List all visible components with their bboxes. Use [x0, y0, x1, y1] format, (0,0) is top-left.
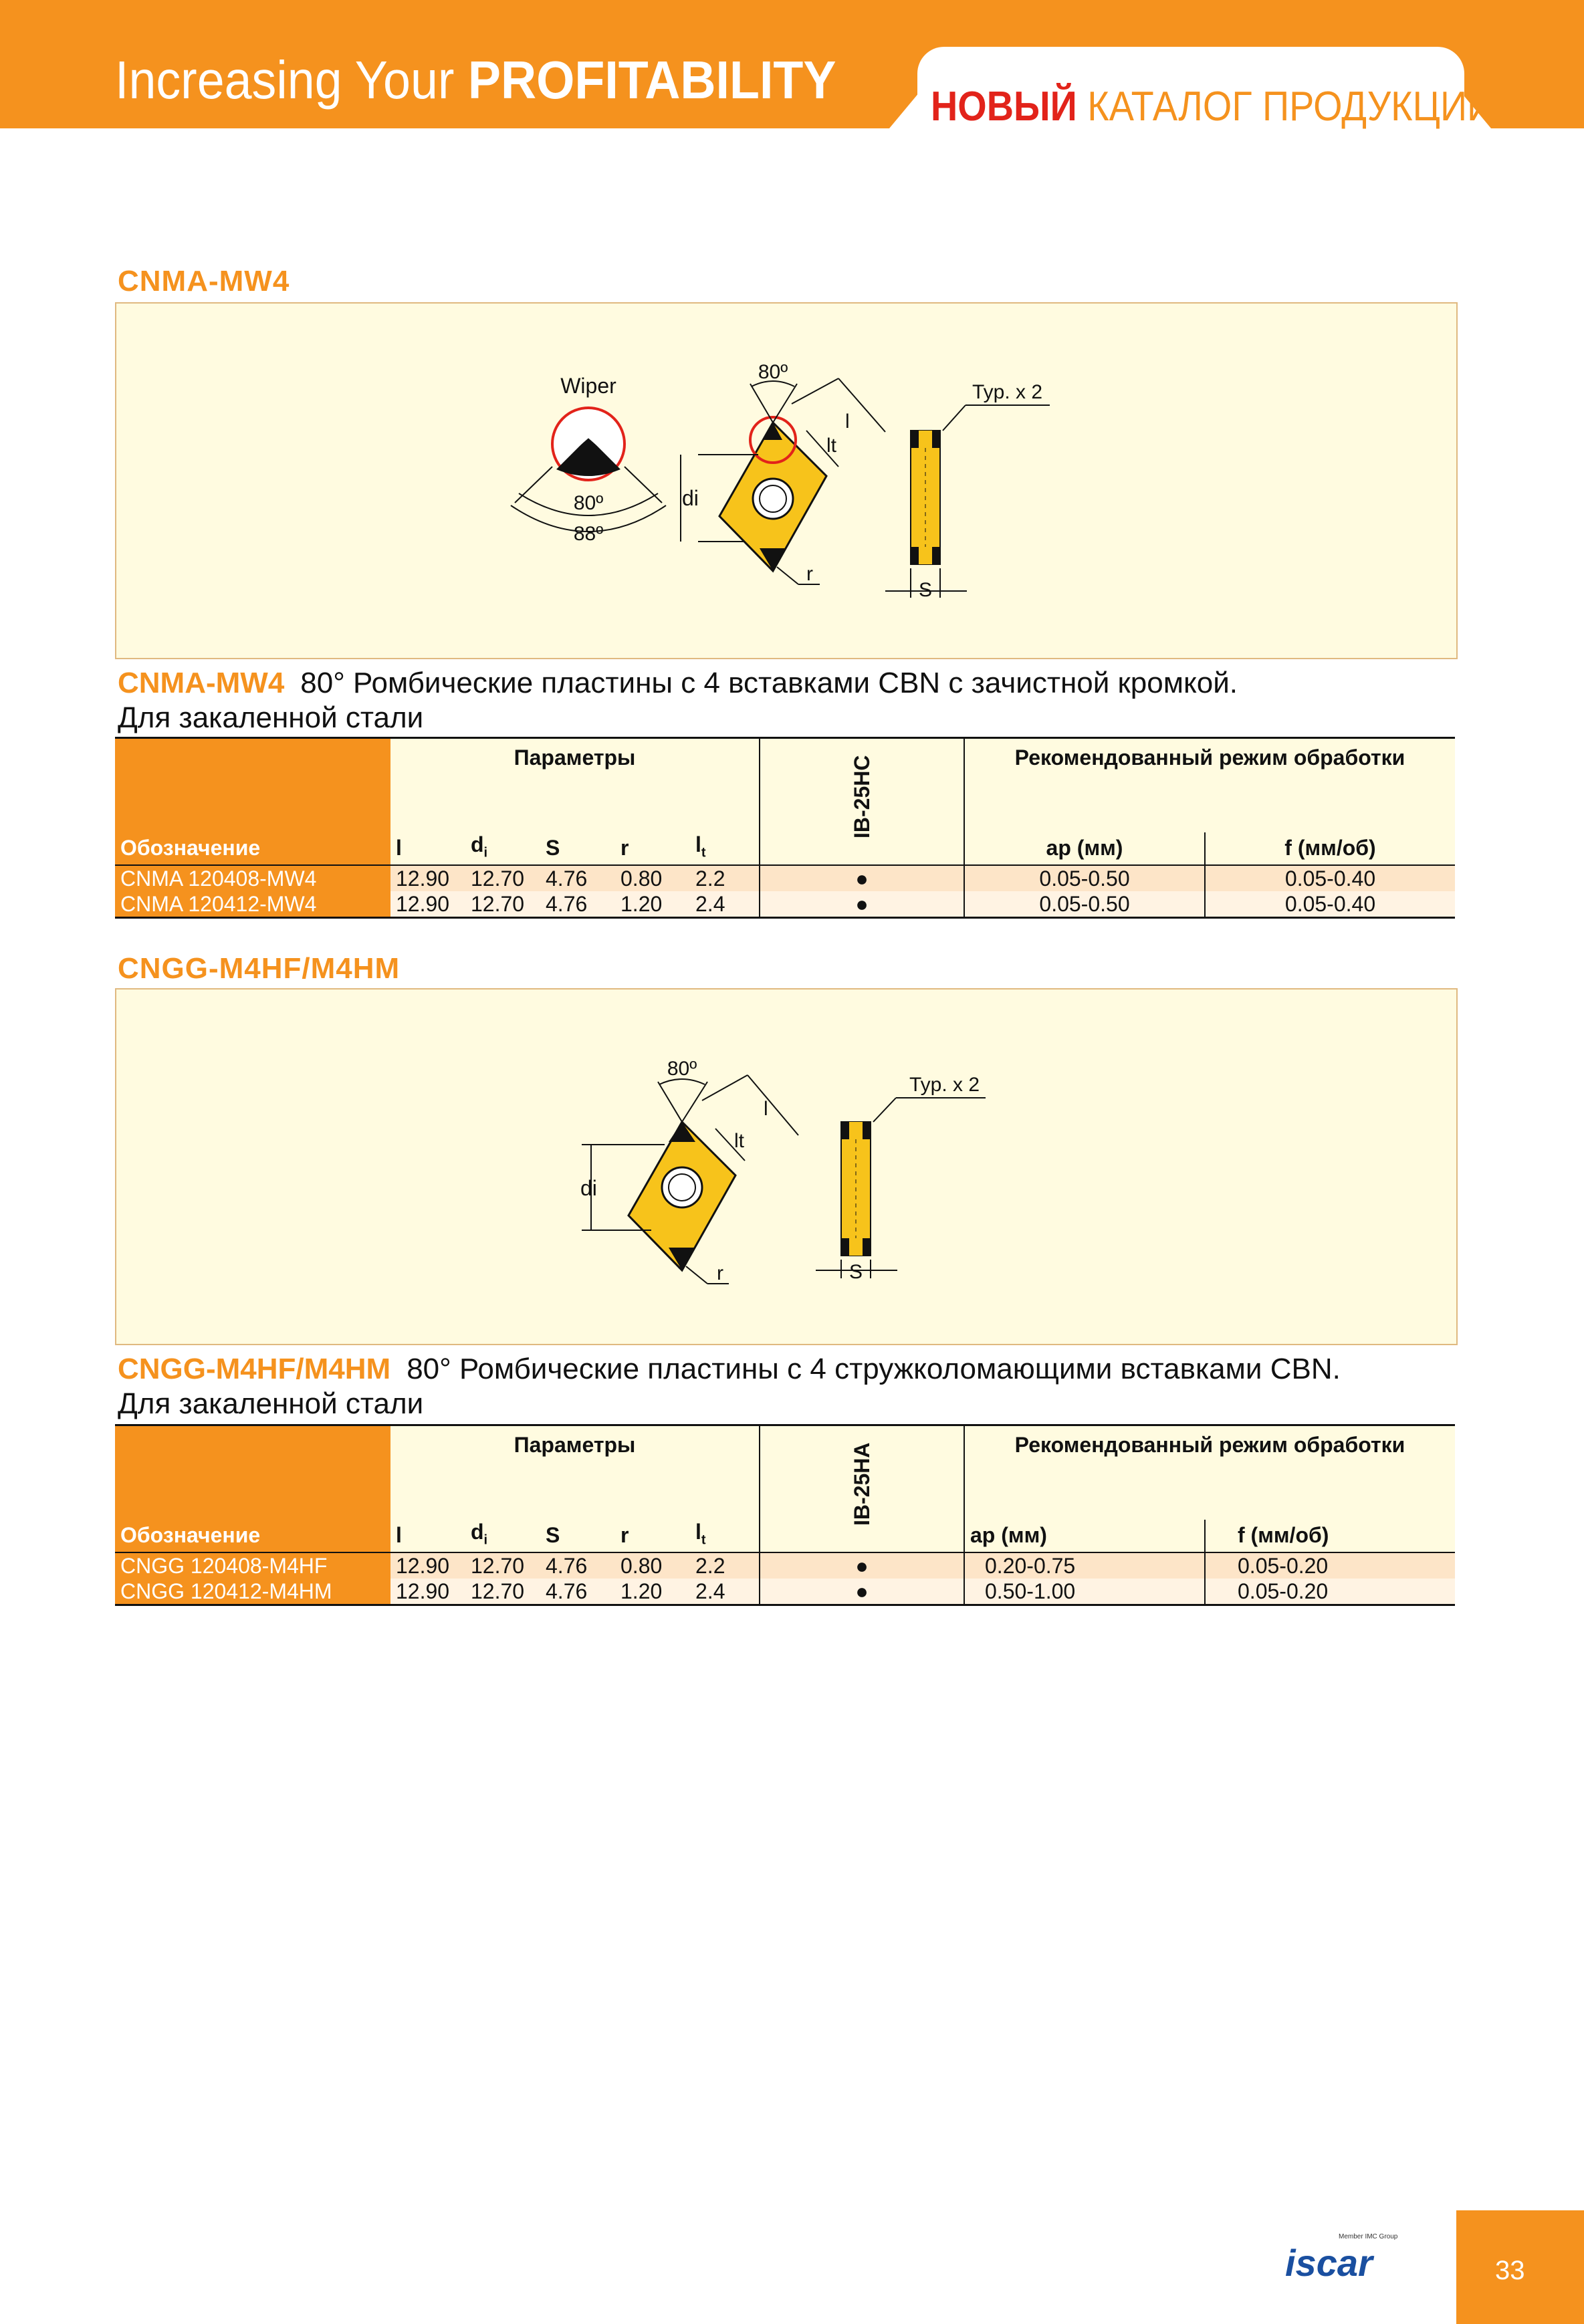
col-ap: ap (мм)	[964, 832, 1205, 865]
spec-table-cngg	[115, 1424, 1455, 1606]
angle-80-label: 80º	[667, 1058, 697, 1080]
rhombic-insert	[580, 1058, 798, 1284]
s-label: S	[848, 1261, 863, 1283]
col-s: S	[540, 832, 615, 865]
header-parameters: Параметры	[390, 1425, 760, 1520]
description-cngg: CNGG-M4HF/M4HM 80° Ромбические пластины с 4 стружколомающими вставками CBN. Для закаленной стали	[118, 1353, 1341, 1420]
header-parameters: Параметры	[390, 738, 760, 833]
section-title-cngg: CNGG-M4HF/M4HM	[118, 952, 401, 985]
table-row: CNMA 120408-MW4 12.90 12.70 4.76 0.80 2.2 ● 0.05-0.50 0.05-0.40	[115, 865, 1455, 891]
col-f: f (мм/об)	[1205, 1520, 1455, 1552]
col-ap: ap (мм)	[964, 1520, 1205, 1552]
iscar-logo	[1281, 2229, 1419, 2283]
angle-88-label: 88º	[573, 523, 604, 545]
di-label: di	[580, 1176, 597, 1200]
wiper-label: Wiper	[560, 374, 616, 398]
r-label: r	[806, 563, 813, 585]
col-f: f (мм/об)	[1205, 832, 1455, 865]
spec-table-cnma	[115, 737, 1455, 919]
header-designation: Обозначение	[115, 1425, 390, 1553]
insert-side-view	[885, 381, 1050, 601]
header-grade: IB-25HC	[760, 738, 964, 866]
figure-box-cngg	[115, 988, 1458, 1345]
insert-side-view	[816, 1074, 986, 1283]
lt-label: lt	[826, 435, 836, 457]
iscar-logo-icon	[1281, 2229, 1419, 2283]
description-cnma: CNMA-MW4 80° Ромбические пластины с 4 вставками CBN с зачистной кромкой. Для закаленной стали	[118, 667, 1238, 734]
figure-box-cnma	[115, 302, 1458, 659]
header-regime: Рекомендованный режим обработки	[964, 1425, 1455, 1520]
col-r: r	[615, 1520, 690, 1552]
l-label: l	[764, 1098, 768, 1120]
table-row: CNGG 120412-M4HM 12.90 12.70 4.76 1.20 2.4 ● 0.50-1.00 0.05-0.20	[115, 1579, 1455, 1605]
col-lt: $l_t$	[690, 1520, 760, 1552]
typ-label: Typ. x 2	[972, 381, 1043, 403]
section-title-cnma: CNMA-MW4	[118, 265, 290, 298]
angle-80-label: 80º	[573, 492, 604, 514]
header-designation: Обозначение	[115, 738, 390, 866]
header-catalog-title: НОВЫЙ КАТАЛОГ ПРОДУКЦИИ	[931, 84, 1494, 130]
l-label: l	[845, 411, 850, 433]
col-lt: $l_t$	[690, 832, 760, 865]
page-number: 33	[1495, 2256, 1525, 2285]
table-row: CNMA 120412-MW4 12.90 12.70 4.76 1.20 2.4 ● 0.05-0.50 0.05-0.40	[115, 891, 1455, 918]
logo-wordmark: iscar	[1285, 2242, 1373, 2283]
col-di: $d_i$	[465, 1520, 540, 1552]
cnma-drawing	[116, 304, 1456, 658]
s-label: S	[918, 579, 933, 601]
col-di: $d_i$	[465, 832, 540, 865]
header-regime: Рекомендованный режим обработки	[964, 738, 1455, 833]
di-label: di	[682, 486, 699, 510]
logo-tagline: Member IMC Group	[1339, 2233, 1398, 2240]
r-label: r	[717, 1262, 723, 1284]
header-grade: IB-25HA	[760, 1425, 964, 1553]
col-r: r	[615, 832, 690, 865]
col-l: l	[390, 832, 465, 865]
header-tagline: Increasing Your PROFITABILITY	[115, 50, 836, 110]
wiper-detail	[511, 374, 666, 545]
lt-label: lt	[734, 1130, 744, 1152]
col-l: l	[390, 1520, 465, 1552]
typ-label: Typ. x 2	[909, 1074, 980, 1096]
rhombic-insert	[681, 361, 885, 585]
table-row: CNGG 120408-M4HF 12.90 12.70 4.76 0.80 2.2 ● 0.20-0.75 0.05-0.20	[115, 1552, 1455, 1579]
col-s: S	[540, 1520, 615, 1552]
cngg-drawing	[116, 990, 1456, 1344]
angle-80-top-label: 80º	[758, 361, 788, 383]
